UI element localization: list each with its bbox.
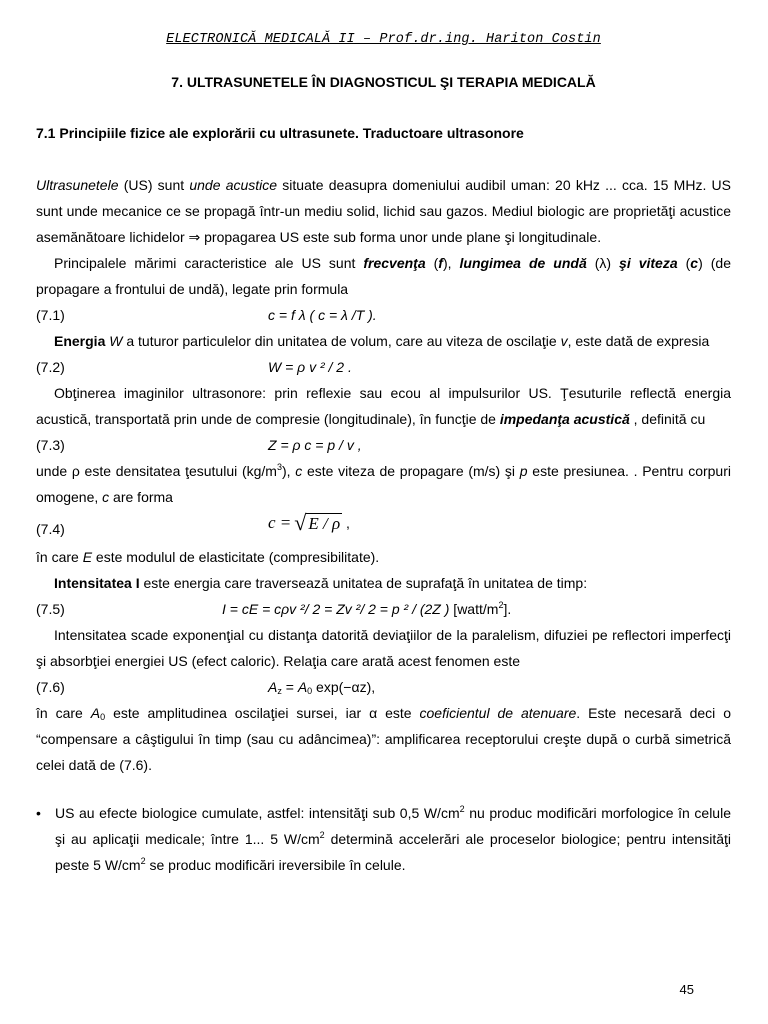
sqrt-symbol: √ [294,510,307,535]
body-text [36,172,731,878]
equation-number: (7.4) [36,521,65,537]
paragraph-ultrasound-definition: Ultrasunetele (US) sunt unde acustice situate deasupra domeniului audibil uman: 20 kHz ... cca. 15 MHz. US sunt unde mecanice ce se propagă într-un mediu solid, lichid sau gazos. Mediul biologic are proprietăţi acustice asemănătoare lichidelor ⇒ propagarea US este sub forma unor unde plane şi longitudinale. [36,177,731,245]
bullet-biological-effects: • US au efecte biologice cumulate, astfel: intensităţi sub 0,5 $W/cm^2$ nu produc modificări morfologice în celule şi au aplicaţii medicale; între 1... 5 $W/cm^2$ determină accelerări ale proceselor biologice; pentru intensităţi peste 5 $W/cm^2$ se produc modificări ireversibile în celule. [36,800,731,878]
page-number: 45 [679,982,694,997]
paragraph-energy: Energia W a tuturor particulelor din unitatea de volum, care au viteza de oscilaţie v, este dată de expresia [54,333,710,349]
document-page [36,0,731,1024]
paragraph-compensation: în care $A_0$ este amplitudinea oscilaţiei sursei, iar α este coeficientul de atenuare. Este necesară deci o “compensare a câştigului în timp (sau cu adâncimea)”: amplificarea receptorului creşte după o curbă simetrică celei dată de (7.6). [36,705,731,773]
equation-formula: c = √ E / ρ , [268,510,350,535]
equation-number: (7.1) [36,307,65,323]
equation-7-3 [36,432,731,458]
running-header: ELECTRONICĂ MEDICALĂ II – Prof.dr.ing. Hariton Costin [166,32,601,47]
paragraph-attenuation: Intensitatea scade exponenţial cu distanţa datorită deviaţiilor de la paralelism, difuziei pe reflectori imperfecţi şi absorbţiei energiei US (efect caloric). Relaţia care arată acest fenomen este [36,627,731,669]
equation-formula: I = cE = cρv ²/ 2 = Zv ²/ 2 = p ² / (2Z ) $[watt/m^2]$. [222,600,512,617]
equation-7-2 [36,354,731,380]
section-title: 7.1 Principiile fizice ale explorării cu ultrasunete. Traductoare ultrasonore [36,125,524,141]
equation-7-1 [36,302,731,328]
equation-formula: Z = ρ c = p / v , [268,437,362,453]
paragraph-imaging: Obţinerea imaginilor ultrasonore: prin reflexie sau ecou al impulsurilor US. Ţesuturile reflectă energia acustică, transportată prin unde de compresie (longitudinale), în funcţie de impedanţa acustică , definită cu [36,385,731,427]
equation-7-5 [36,596,731,622]
equation-formula: W = ρ v ² / 2 . [268,359,352,375]
equation-number: (7.6) [36,679,65,695]
chapter-title: 7. ULTRASUNETELE ÎN DIAGNOSTICUL ŞI TERAPIA MEDICALĂ [171,74,596,90]
equation-formula: $A_z = A_0$ exp(−αz), [268,679,376,696]
equation-number: (7.2) [36,359,65,375]
equation-7-4 [36,510,731,544]
equation-7-6 [36,674,731,700]
equation-formula: c = f λ ( c = λ /T ). [268,307,377,323]
paragraph-elasticity: în care E este modulul de elasticitate (compresibilitate). [36,549,380,565]
bullet-icon: • [36,805,41,821]
paragraph-characteristics: Principalele mărimi caracteristice ale US sunt frecvenţa (f), lungimea de undă (λ) şi viteza (c) (de propagare a frontului de undă), legate prin formula [36,255,731,297]
paragraph-intensity: Intensitatea I este energia care traversează unitatea de suprafaţă în unitatea de timp: [54,575,588,591]
paragraph-density: unde ρ este densitatea ţesutului $(kg/m^3)$, c este viteza de propagare (m/s) şi p este presiunea. . Pentru corpuri omogene, c are forma [36,462,731,505]
equation-number: (7.3) [36,437,65,453]
equation-number: (7.5) [36,601,65,617]
